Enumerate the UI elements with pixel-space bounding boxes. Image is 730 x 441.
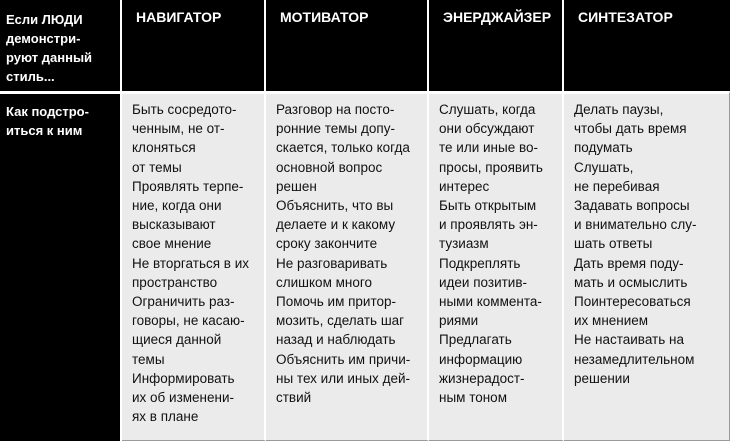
cell-navigator: [122, 91, 266, 441]
cell-line: их мнением: [574, 313, 649, 329]
cell-line: Объяснить им причи-: [276, 351, 411, 367]
column-header-navigator: [122, 0, 266, 91]
cell-line: мозить, сделать шаг: [276, 313, 405, 329]
cell-line: клоняться: [132, 140, 196, 156]
header-corner-line: руют данный: [6, 50, 93, 65]
cell-line: Предлагать: [439, 332, 512, 348]
row-label: [0, 91, 122, 441]
header-corner: [0, 0, 122, 91]
cell-synthesizer: [564, 91, 730, 441]
cell-line: ронние темы допу-: [276, 121, 395, 137]
column-header-label: ЭНЕРДЖАЙЗЕР: [443, 9, 552, 25]
column-header-motivator: [266, 0, 429, 91]
cell-line: те или иные во-: [439, 140, 538, 156]
cell-line: решении: [574, 370, 630, 386]
cell-line: Не вторгаться в их: [132, 255, 250, 271]
column-header-synthesizer: [564, 0, 730, 91]
cell-line: риями: [439, 313, 479, 329]
cell-line: жизнерадост-: [439, 370, 525, 386]
cell-line: не перебивая: [574, 178, 660, 194]
cell-line: Слушать,: [574, 159, 634, 175]
cell-motivator: [266, 91, 429, 441]
cell-line: Информировать: [132, 370, 235, 386]
column-header-label: НАВИГАТОР: [136, 9, 222, 25]
cell-line: ние, когда они: [132, 198, 222, 214]
cell-line: Делать паузы,: [574, 102, 664, 117]
cell-line: основной вопрос: [276, 159, 383, 175]
cell-line: идеи позитив-: [439, 274, 528, 290]
cell-line: от темы: [132, 159, 182, 175]
cell-line: Объяснить, что вы: [276, 198, 394, 214]
cell-line: ны тех или иных дей-: [276, 370, 410, 386]
cell-line: сроку закончите: [276, 236, 378, 252]
cell-line: скается, только когда: [276, 140, 410, 156]
row-label-line: иться к ним: [6, 123, 83, 138]
cell-line: подумать: [574, 140, 633, 156]
cell-line: высказывают: [132, 217, 216, 233]
cell-line: просы, проявить: [439, 159, 543, 175]
cell-line: Задавать вопросы: [574, 198, 690, 214]
cell-line: мать и осмыслить: [574, 274, 688, 290]
cell-line: Быть сосредото-: [132, 102, 237, 117]
header-corner-line: демонстри-: [6, 31, 81, 46]
cell-line: незамедлительном: [574, 351, 695, 367]
cell-line: Помочь им притор-: [276, 294, 396, 310]
cell-line: Слушать, когда: [439, 102, 536, 117]
cell-line: Проявлять терпе-: [132, 178, 244, 194]
cell-line: делаете и к какому: [276, 217, 396, 233]
cell-line: ными коммента-: [439, 294, 542, 310]
row-label-line: Как подстро-: [6, 104, 89, 119]
cell-line: назад и наблюдать: [276, 332, 396, 348]
cell-line: темы: [132, 351, 165, 367]
cell-line: решен: [276, 178, 317, 194]
header-corner-line: Если ЛЮДИ: [6, 12, 83, 27]
cell-line: ствий: [276, 390, 312, 406]
cell-line: свое мнение: [132, 236, 212, 252]
column-header-label: СИНТЕЗАТОР: [578, 9, 673, 25]
cell-energizer: [429, 91, 564, 441]
column-header-label: МОТИВАТОР: [280, 9, 369, 25]
cell-line: Подкреплять: [439, 255, 521, 271]
cell-line: тузиазм: [439, 236, 489, 252]
cell-line: информацию: [439, 351, 523, 367]
cell-line: ях в плане: [132, 409, 199, 425]
cell-line: щиеся данной: [132, 332, 222, 348]
column-header-energizer: [429, 0, 564, 91]
cell-line: шать ответы: [574, 236, 653, 252]
cell-line: пространство: [132, 274, 218, 290]
cell-line: чтобы дать время: [574, 121, 687, 137]
cell-line: и проявлять эн-: [439, 217, 538, 233]
cell-line: говоры, не касаю-: [132, 313, 245, 329]
cell-line: Быть открытым: [439, 198, 537, 214]
cell-line: Не разговаривать: [276, 255, 388, 271]
header-corner-line: стиль...: [6, 69, 55, 84]
cell-line: и внимательно слу-: [574, 217, 697, 233]
cell-line: Не настаивать на: [574, 332, 684, 348]
cell-line: слишком много: [276, 274, 372, 290]
cell-line: Поинтересоваться: [574, 294, 691, 310]
cell-line: Разговор на посто-: [276, 102, 395, 117]
cell-line: их об изменени-: [132, 390, 235, 406]
cell-line: они обсуждают: [439, 121, 535, 137]
cell-line: интерес: [439, 178, 490, 194]
cell-line: ченным, не от-: [132, 121, 225, 137]
cell-line: Дать время поду-: [574, 255, 684, 271]
cell-line: ным тоном: [439, 390, 507, 406]
cell-line: Ограничить раз-: [132, 294, 235, 310]
